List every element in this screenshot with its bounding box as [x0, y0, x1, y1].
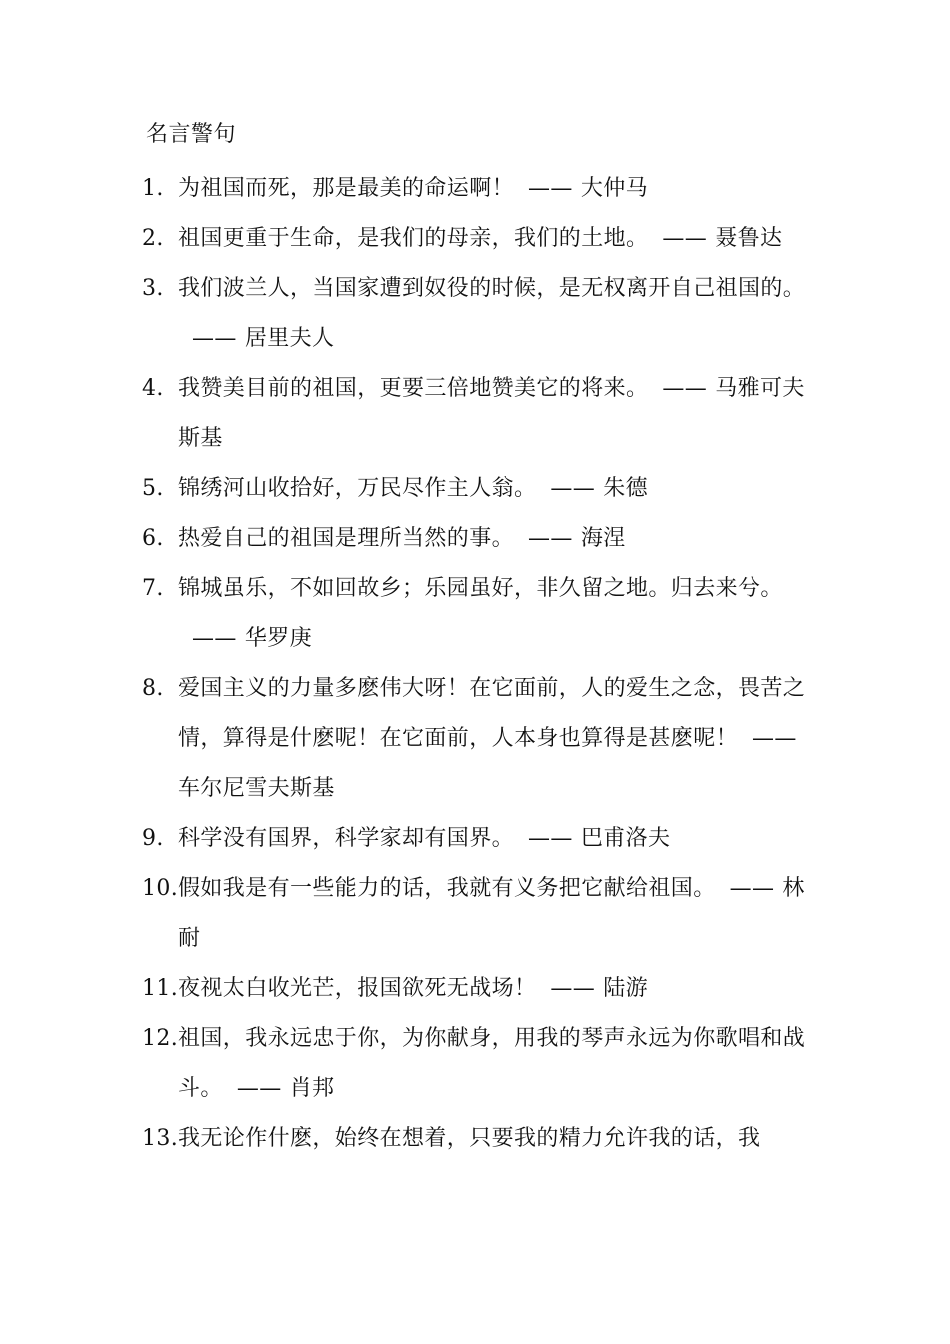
quote-item — [142, 564, 812, 664]
quote-text: 锦绣河山收拾好，万民尽作主人翁。 — [178, 476, 537, 501]
quote-text: 祖国更重于生命，是我们的母亲，我们的土地。 — [178, 226, 649, 251]
quote-item — [142, 864, 812, 964]
attribution-dash: —— — [192, 326, 237, 351]
quote-author: 华罗庚 — [244, 626, 313, 651]
attribution-dash: —— — [192, 626, 237, 651]
quote-number: 10. — [142, 876, 179, 901]
quote-text: 我无论作什麽，始终在想着，只要我的精力允许我的话，我 — [178, 1126, 761, 1151]
quote-number: 13. — [142, 1126, 179, 1151]
quote-list — [142, 164, 812, 1164]
quote-text: 锦城虽乐，不如回故乡；乐园虽好，非久留之地。归去来兮。 — [178, 576, 783, 601]
quote-number: 5. — [142, 476, 164, 501]
quote-author: 朱德 — [603, 476, 649, 501]
quote-author: 林耐 — [178, 876, 805, 951]
quote-number: 4. — [142, 376, 164, 401]
attribution-dash: —— — [528, 826, 573, 851]
quote-author: 马雅可夫斯基 — [178, 376, 805, 451]
quote-item — [142, 164, 812, 214]
attribution-dash: —— — [236, 1076, 282, 1101]
quote-item — [142, 464, 812, 514]
attribution-dash: —— — [662, 226, 708, 251]
quote-text: 为祖国而死，那是最美的命运啊！ — [178, 176, 515, 201]
quote-item — [142, 964, 812, 1014]
quote-item — [142, 364, 812, 464]
quote-author: 陆游 — [603, 976, 649, 1001]
quote-item — [142, 214, 812, 264]
quote-number: 8. — [142, 676, 164, 701]
quote-number: 6. — [142, 526, 164, 551]
quote-number: 12. — [142, 1026, 179, 1051]
quote-text: 夜视太白收光芒，报国欲死无战场！ — [178, 976, 537, 1001]
quote-author: 大仲马 — [580, 176, 649, 201]
quote-number: 11. — [142, 976, 179, 1001]
quote-author: 聂鲁达 — [715, 226, 783, 251]
quote-author: 居里夫人 — [244, 326, 335, 351]
quote-number: 2. — [142, 226, 164, 251]
quote-text: 热爱自己的祖国是理所当然的事。 — [178, 526, 515, 551]
attribution-dash: —— — [550, 476, 596, 501]
quote-text: 我们波兰人，当国家遭到奴役的时候，是无权离开自己祖国的。 — [178, 276, 806, 301]
attribution-dash: —— — [550, 976, 596, 1001]
quote-text: 科学没有国界，科学家却有国界。 — [178, 826, 515, 851]
quote-item — [142, 514, 812, 564]
quote-number: 1. — [142, 176, 164, 201]
quote-item — [142, 664, 812, 814]
quote-author: 肖邦 — [289, 1076, 335, 1101]
attribution-dash: —— — [752, 726, 797, 751]
quote-number: 9. — [142, 826, 164, 851]
attribution-dash: —— — [528, 176, 573, 201]
quote-author: 车尔尼雪夫斯基 — [178, 776, 335, 801]
quote-text: 假如我是有一些能力的话，我就有义务把它献给祖国。 — [178, 876, 716, 901]
quote-author: 海涅 — [580, 526, 626, 551]
document-title: 名言警句 — [146, 122, 237, 147]
attribution-dash: —— — [662, 376, 708, 401]
quote-text: 爱国主义的力量多麽伟大呀！在它面前，人的爱生之念，畏苦之情，算得是什麽呢！在它面前，人本身也算得是甚麽呢！ — [178, 676, 806, 751]
attribution-dash: —— — [528, 526, 573, 551]
quote-text: 我赞美目前的祖国，更要三倍地赞美它的将来。 — [178, 376, 649, 401]
quote-number: 3. — [142, 276, 164, 301]
quote-author: 巴甫洛夫 — [580, 826, 671, 851]
quote-item — [142, 1114, 812, 1164]
quote-number: 7. — [142, 576, 164, 601]
quote-item — [142, 814, 812, 864]
attribution-dash: —— — [729, 876, 775, 901]
quote-text: 祖国，我永远忠于你，为你献身，用我的琴声永远为你歌唱和战斗。 — [178, 1026, 806, 1101]
quote-item — [142, 264, 812, 364]
quote-item — [142, 1014, 812, 1114]
